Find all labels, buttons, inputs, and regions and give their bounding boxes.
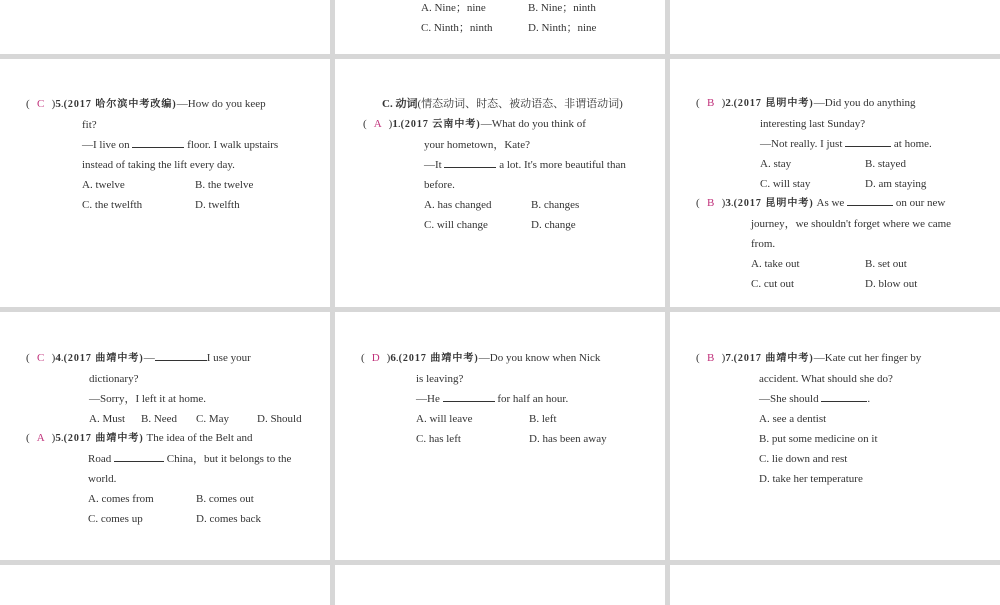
option-b: B. changes — [531, 199, 580, 211]
question-1: ( A )1.(2017 云南中考)—What do you think of your hometown，Kate? —It a lot. It's more beautiful than before. A. has changed B. changes C. will change D. change — [363, 114, 655, 235]
question-text: —Did you do anything — [813, 97, 916, 109]
option-a: A. see a dentist — [759, 413, 827, 425]
slide-panel-1 — [0, 59, 330, 307]
question-number: 1 — [392, 118, 398, 130]
slide-panel-3 — [670, 59, 1000, 307]
slide-panel-6 — [670, 312, 1000, 560]
slide-panel-4 — [0, 312, 330, 560]
question-text: journey，we shouldn't forget where we came — [751, 218, 952, 230]
question-text: from. — [751, 238, 776, 250]
question-text: Road — [88, 453, 112, 465]
answer-blank — [155, 348, 207, 361]
option-a: A. Nine；nine — [421, 2, 486, 14]
question-source: (2017 昆明中考) — [733, 98, 814, 109]
question-text: —He — [416, 393, 440, 405]
question-text: China，but it belongs to the — [166, 453, 292, 465]
option-a: A. has changed — [424, 199, 492, 211]
question-text: —Not really. I just — [760, 138, 843, 150]
question-7: ( B )7.(2017 曲靖中考)—Kate cut her finger by accident. What should she do? —She should . A. see a dentist B. put some medicine on it C. lie down and rest D. take her temperature — [696, 348, 996, 489]
question-text: The idea of the Belt and — [146, 432, 253, 444]
answer-mark: C — [37, 352, 45, 364]
question-2: ( B )2.(2017 昆明中考)—Did you do anything interesting last Sunday? —Not really. I just at home. A. stay B. stayed C. will stay D. am staying — [696, 93, 996, 194]
answer-mark: B — [707, 97, 715, 109]
option-a: A. stay — [760, 158, 792, 170]
question-text: on our new — [895, 197, 946, 209]
answer-mark: C — [37, 98, 45, 110]
option-c: C. the twelfth — [82, 199, 143, 211]
slide-panel-bottom-right — [670, 565, 1000, 605]
option-d: D. comes back — [196, 513, 262, 525]
question-text: dictionary? — [89, 373, 139, 385]
option-b: B. Need — [141, 413, 178, 425]
slide-panel-top-right — [670, 0, 1000, 54]
question-text: for half an hour. — [497, 393, 569, 405]
question-source: (2017 昆明中考) — [733, 198, 814, 209]
option-c: C. has left — [416, 433, 461, 445]
option-d: D. Ninth；nine — [528, 22, 597, 34]
question-source: (2017 云南中考) — [400, 119, 481, 130]
option-d: D. take her temperature — [759, 473, 863, 485]
question-number: 4 — [55, 352, 61, 364]
option-b: B. stayed — [865, 158, 906, 170]
question-text: floor. I walk upstairs — [187, 139, 279, 151]
question-number: 5 — [55, 432, 61, 444]
question-text: world. — [88, 473, 117, 485]
option-c: C. comes up — [88, 513, 143, 525]
question-text: a lot. It's more beautiful than — [499, 159, 626, 171]
question-text: —What do you think of — [480, 118, 586, 130]
option-b: B. the twelve — [195, 179, 254, 191]
section-title: C. 动词(情态动词、时态、被动语态、非谓语动词) — [382, 98, 623, 110]
question-text: As we — [816, 197, 845, 209]
option-a: A. will leave — [416, 413, 473, 425]
question-text: —Kate cut her finger by — [813, 352, 922, 364]
answer-mark: B — [707, 352, 715, 364]
question-text: —Sorry，I left it at home. — [89, 393, 207, 405]
slide-panel-top-middle — [335, 0, 665, 54]
answer-blank — [114, 449, 164, 462]
question-number: 5 — [55, 98, 61, 110]
slide-panel-bottom-left — [0, 565, 330, 605]
question-text: is leaving? — [416, 373, 464, 385]
option-d: D. change — [531, 219, 576, 231]
question-6: ( D )6.(2017 曲靖中考)—Do you know when Nick is leaving? —He for half an hour. A. will leave B. left C. has left D. has been away — [361, 348, 661, 449]
question-source: (2017 曲靖中考) — [63, 353, 144, 364]
option-c: C. cut out — [751, 278, 795, 290]
question-text: at home. — [893, 138, 932, 150]
question-4: ( C )4.(2017 曲靖中考)— I use your dictionary? —Sorry，I left it at home. A. Must B. Need C. May D. Should — [26, 348, 318, 429]
answer-mark: D — [371, 352, 380, 364]
option-c: C. lie down and rest — [759, 453, 848, 465]
answer-mark: B — [707, 197, 715, 209]
option-c: C. May — [196, 413, 229, 425]
option-a: A. twelve — [82, 179, 125, 191]
question-text: fit? — [82, 119, 97, 131]
question-text: instead of taking the lift every day. — [82, 159, 235, 171]
question-number: 7 — [725, 352, 731, 364]
question-text: —She should — [759, 393, 819, 405]
option-c: C. will stay — [760, 178, 811, 190]
question-source: (2017 曲靖中考) — [733, 353, 814, 364]
question-text: — — [143, 352, 155, 364]
option-a: A. Must — [89, 413, 126, 425]
question-source: (2017 曲靖中考) — [63, 433, 144, 444]
question-number: 2 — [725, 97, 731, 109]
option-d: D. Should — [257, 413, 302, 425]
option-b: B. comes out — [196, 493, 254, 505]
slide-panel-2 — [335, 59, 665, 307]
answer-mark: A — [373, 118, 382, 130]
question-text: accident. What should she do? — [759, 373, 893, 385]
question-text: before. — [424, 179, 455, 191]
question-text: —It — [424, 159, 442, 171]
option-d: D. blow out — [865, 278, 918, 290]
question-text: —I live on — [82, 139, 130, 151]
option-a: A. comes from — [88, 493, 154, 505]
answer-blank — [132, 135, 184, 148]
question-5: ( A )5.(2017 曲靖中考) The idea of the Belt and Road China，but it belongs to the world. A. comes from B. comes out C. comes up D. comes back — [26, 428, 318, 529]
answer-mark: A — [36, 432, 45, 444]
slide-panel-bottom-middle — [335, 565, 665, 605]
slide-panel-5 — [335, 312, 665, 560]
answer-blank — [821, 389, 867, 402]
option-d: D. has been away — [529, 433, 607, 445]
question-3: ( B )3.(2017 昆明中考) As we on our new journey，we shouldn't forget where we came from. A. take out B. set out C. cut out D. blow out — [696, 193, 996, 294]
option-d: D. am staying — [865, 178, 927, 190]
option-c: C. will change — [424, 219, 488, 231]
answer-blank — [845, 134, 891, 147]
question-text: I use your — [206, 352, 251, 364]
option-a: A. take out — [751, 258, 800, 270]
slide-panel-top-left — [0, 0, 330, 54]
answer-blank — [444, 155, 496, 168]
question-source: (2017 曲靖中考) — [398, 353, 479, 364]
option-b: B. left — [529, 413, 557, 425]
question-text: —How do you keep — [176, 98, 266, 110]
question-number: 6 — [390, 352, 396, 364]
option-d: D. twelfth — [195, 199, 240, 211]
question-text: . — [867, 393, 871, 405]
question-text: interesting last Sunday? — [760, 118, 866, 130]
question-text: your hometown，Kate? — [424, 139, 530, 151]
option-b: B. set out — [865, 258, 907, 270]
option-b: B. Nine；ninth — [528, 2, 596, 14]
answer-blank — [847, 193, 893, 206]
option-c: C. Ninth；ninth — [421, 22, 493, 34]
question-text: —Do you know when Nick — [478, 352, 601, 364]
question-source: (2017 哈尔滨中考改编) — [63, 99, 177, 110]
question-number: 3 — [725, 197, 731, 209]
answer-blank — [443, 389, 495, 402]
question-5: ( C )5.(2017 哈尔滨中考改编)—How do you keep fit? —I live on floor. I walk upstairs instead of taking the lift every day. A. twelve B. the twelve C. the twelfth D. twelfth — [26, 94, 318, 215]
option-b: B. put some medicine on it — [759, 433, 878, 445]
